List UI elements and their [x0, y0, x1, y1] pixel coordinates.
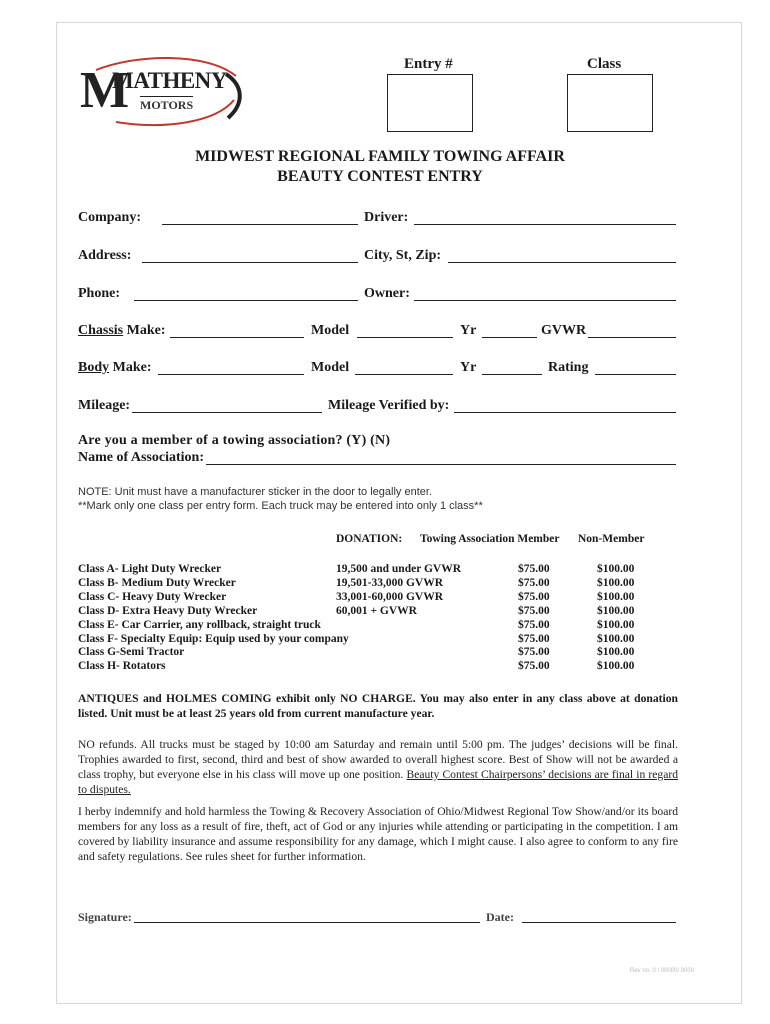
city-field[interactable]	[448, 262, 676, 263]
class-gvwr: 19,500 and under GVWR	[336, 563, 462, 575]
rating-label: Rating	[548, 360, 589, 375]
body-word: Body	[78, 360, 110, 375]
body-make: Make:	[109, 360, 152, 375]
class-box[interactable]	[567, 74, 653, 132]
entry-box[interactable]	[387, 74, 473, 132]
title-line1: MIDWEST REGIONAL FAMILY TOWING AFFAIR	[195, 148, 565, 165]
class-member-fee: $75.00	[518, 590, 550, 603]
company-field[interactable]	[162, 224, 358, 225]
signature-label: Signature:	[78, 910, 132, 924]
class-name: Class C- Heavy Duty Wrecker	[78, 590, 227, 603]
note-line1: NOTE: Unit must have a manufacturer sticker in the door to legally enter.	[78, 486, 432, 498]
chassis-word: Chassis	[78, 323, 124, 338]
chassis-label	[78, 323, 166, 339]
company-label: Company:	[78, 210, 142, 225]
owner-field[interactable]	[414, 300, 676, 301]
address-field[interactable]	[142, 262, 358, 263]
footer-mark: Rev no. 0 / 00000/ 0000	[630, 968, 695, 974]
signature-field[interactable]	[134, 922, 480, 923]
class-member-fee: $75.00	[518, 604, 550, 617]
body-model-field[interactable]	[355, 374, 453, 375]
address-label: Address:	[78, 248, 132, 263]
class-name: Class A- Light Duty Wrecker	[78, 563, 222, 575]
class-member-fee: $75.00	[518, 618, 550, 631]
chassis-yr-label: Yr	[460, 323, 477, 338]
entry-label: Entry #	[404, 56, 453, 72]
chassis-make: Make:	[123, 323, 166, 338]
date-label: Date:	[486, 910, 514, 924]
title-line2: BEAUTY CONTEST ENTRY	[277, 168, 483, 185]
mileage-label: Mileage:	[78, 398, 131, 413]
body-yr-label: Yr	[460, 360, 477, 375]
class-name: Class G-Semi Tractor	[78, 646, 185, 659]
class-member-fee: $75.00	[518, 632, 550, 645]
class-gvwr: 33,001-60,000 GVWR	[336, 590, 444, 603]
chassis-make-field[interactable]	[170, 337, 304, 338]
class-member-fee: $75.00	[518, 646, 550, 659]
class-member-fee: $75.00	[518, 660, 550, 673]
class-nonmember-fee: $100.00	[597, 632, 635, 645]
class-name: Class B- Medium Duty Wrecker	[78, 576, 236, 589]
logo-brand: MATHENY	[112, 68, 227, 93]
note-line2: **Mark only one class per entry form. Each truck may be entered into only 1 class**	[78, 500, 483, 512]
refunds-underlined: Beauty Contest Chairpersons’ decisions are final in regard to disputes.	[78, 768, 679, 796]
class-nonmember-fee: $100.00	[597, 604, 635, 617]
date-field[interactable]	[522, 922, 676, 923]
association-name-field[interactable]	[206, 464, 676, 465]
rating-field[interactable]	[595, 374, 676, 375]
class-gvwr: 60,001 + GVWR	[336, 604, 417, 617]
logo	[76, 52, 246, 132]
body-model-label: Model	[311, 360, 350, 375]
class-name: Class H- Rotators	[78, 660, 166, 673]
chassis-model-field[interactable]	[357, 337, 453, 338]
association-question: Are you a member of a towing association? (Y) (N)	[78, 433, 391, 448]
class-nonmember-fee: $100.00	[597, 660, 635, 673]
member-header: Towing Association Member	[420, 533, 560, 545]
mileage-field[interactable]	[132, 412, 322, 413]
association-name-label: Name of Association:	[78, 450, 204, 465]
class-gvwr: 19,501-33,000 GVWR	[336, 576, 444, 589]
class-nonmember-fee: $100.00	[597, 576, 635, 589]
chassis-model-label: Model	[311, 323, 350, 338]
body-label	[78, 360, 152, 376]
city-label: City, St, Zip:	[364, 248, 442, 263]
class-nonmember-fee: $100.00	[597, 590, 635, 603]
phone-label: Phone:	[78, 286, 120, 301]
mileage-verified-field[interactable]	[454, 412, 676, 413]
class-name: Class F- Specialty Equip: Equip used by your company	[78, 632, 349, 645]
class-label: Class	[587, 56, 622, 72]
owner-label: Owner:	[364, 286, 410, 301]
refunds-text	[78, 737, 678, 797]
class-nonmember-fee: $100.00	[597, 618, 635, 631]
logo-m: M	[80, 62, 130, 119]
nonmember-header: Non-Member	[578, 533, 645, 545]
mileage-verified-label: Mileage Verified by:	[328, 398, 450, 413]
class-name: Class E- Car Carrier, any rollback, straight truck	[78, 618, 321, 631]
class-nonmember-fee: $100.00	[597, 646, 635, 659]
driver-field[interactable]	[414, 224, 676, 225]
indemnify-text: I herby indemnify and hold harmless the Towing & Recovery Association of Ohio/Midwest Regional Tow Show/and/or its board members for any loss as a result of fire, theft, act of God or any injuries while attending or participating in the competition. I am covered by liability insurance and assume responsibility for any damage, which I might cause. I also agree to conform to any fire and safety regulations. See rules sheet for further information.	[78, 805, 678, 863]
gvwr-label: GVWR	[541, 323, 587, 338]
class-name: Class D- Extra Heavy Duty Wrecker	[78, 604, 258, 617]
chassis-yr-field[interactable]	[482, 337, 537, 338]
refunds-body: NO refunds. All trucks must be staged by 10:00 am Saturday and remain until 5:00 pm. The judges’ decisions will be final. Trophies awarded to first, second, third and best of show awarded to overall highest score. Best of Show will not be awarded a class trophy, but everyone else in his class will move up one position.	[78, 738, 678, 781]
phone-field[interactable]	[134, 300, 358, 301]
body-yr-field[interactable]	[482, 374, 542, 375]
body-make-field[interactable]	[158, 374, 304, 375]
driver-label: Driver:	[364, 210, 409, 225]
antiques-text: ANTIQUES and HOLMES COMING exhibit only NO CHARGE. You may also enter in any class above at donation listed. Unit must be at least 25 years old from current manufacture year.	[78, 692, 678, 720]
class-member-fee: $75.00	[518, 563, 550, 575]
donation-label: DONATION:	[336, 533, 403, 545]
gvwr-field[interactable]	[588, 337, 676, 338]
logo-sub: MOTORS	[140, 98, 194, 112]
class-member-fee: $75.00	[518, 576, 550, 589]
class-nonmember-fee: $100.00	[597, 563, 635, 575]
